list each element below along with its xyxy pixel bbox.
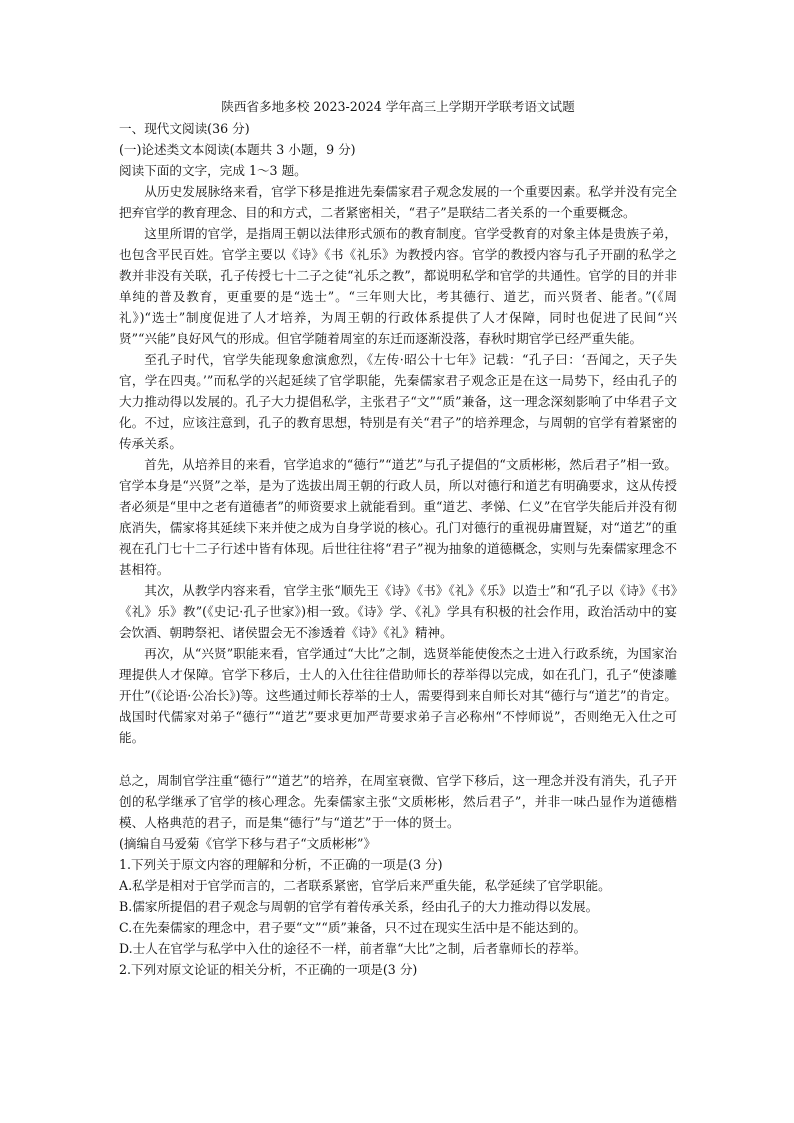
paragraph-3: 至孔子时代，官学失能现象愈演愈烈，《左传·昭公十七年》记载：“孔子曰：‘吾闻之，天子失官，学在四夷。’”而私学的兴起延续了官学职能，先秦儒家君子观念正是在这一局势下，经由孔子的大力推动得以发展的。孔子大力提倡私学，主张君子“文”“质”兼备，这一理念深刻影响了中华君子文化。不过，应该注意到，孔子的教育思想，特别是有关“君子”的培养理念，与周朝的官学有着紧密的传承关系。 bbox=[119, 352, 677, 451]
question-2: 2.下列对原文论证的相关分析，不正确的一项是(3 分) bbox=[119, 962, 418, 977]
source-citation: (摘编自马爱菊《官学下移与君子“文质彬彬”》 bbox=[119, 836, 377, 851]
section-heading: 一、现代文阅读(36 分) bbox=[119, 121, 250, 136]
paragraph-5: 其次，从教学内容来看，官学主张“顺先王《诗》《书》《礼》《乐》以造士”和“孔子以《诗》《书》《礼》乐》教”(《史记·孔子世家》)相一致。《诗》学、《礼》学具有积极的社会作用，政治活动中的宴会饮酒、朝聘祭祀、诸侯盟会无不渗透着《诗》《礼》精神。 bbox=[119, 583, 677, 640]
option-b: B.儒家所提倡的君子观念与周朝的官学有着传承关系，经由孔子的大力推动得以发展。 bbox=[119, 899, 599, 914]
subsection-heading: (一)论述类文本阅读(本题共 3 小题，9 分) bbox=[119, 142, 356, 157]
page-content bbox=[119, 96, 677, 980]
option-d: D.士人在官学与私学中入仕的途径不一样，前者靠“大比”之制，后者靠师长的荐举。 bbox=[119, 941, 587, 956]
paragraph-1: 从历史发展脉络来看，官学下移是推进先秦儒家君子观念发展的一个重要因素。私学并没有完全把弃官学的教育理念、目的和方式，二者紧密相关，“君子”是联结二者关系的一个重要概念。 bbox=[119, 184, 677, 220]
option-c: C.在先秦儒家的理念中，君子要“文”“质”兼备，只不过在现实生活中是不能达到的。 bbox=[119, 920, 587, 935]
option-a: A.私学是相对于官学而言的，二者联系紧密，官学后来严重失能，私学延续了官学职能。 bbox=[119, 878, 611, 893]
document-title: 陕西省多地多校 2023-2024 学年高三上学期开学联考语文试题 bbox=[221, 99, 575, 114]
paragraph-4: 首先，从培养目的来看，官学追求的“德行”“道艺”与孔子提倡的“文质彬彬，然后君子”相一致。官学本身是“兴贤”之举，是为了选拔出周王朝的行政人员，所以对德行和道艺有明确要求，这从传授者必须是“里中之老有道德者”的师资要求上就能看到。重“道艺、孝悌、仁义”在官学失能后并没有彻底消失，儒家将其延续下来并使之成为自身学说的核心。孔门对德行的重视毋庸置疑，对“道艺”的重视在孔门七十二子行述中皆有体现。后世往往将“君子”视为抽象的道德概念，实则与先秦儒家理念不甚相符。 bbox=[119, 457, 677, 577]
question-1: 1.下列关于原文内容的理解和分析，不正确的一项是(3 分) bbox=[119, 857, 443, 872]
reading-instruction: 阅读下面的文字，完成 1～3 题。 bbox=[119, 163, 307, 178]
paragraph-2: 这里所谓的官学，是指周王朝以法律形式颁布的教育制度。官学受教育的对象主体是贵族子弟，也包含平民百姓。官学主要以《诗》《书《礼乐》为教授内容。官学的教授内容与孔子开副的私学之教并非没有关联，孔子传授七十二子之徒“礼乐之教”，都说明私学和官学的共通性。官学的目的并非单纯的普及教育，更重要的是“选士”。“三年则大比，考其德行、道艺，而兴贤者、能者。”(《周礼》)“选士”制度促进了人才培养，为周王朝的行政体系提供了人才保障，同时也促进了民间“兴贤”“兴能”良好风气的形成。但官学随着周室的东迁而逐渐没落，春秋时期官学已经严重失能。 bbox=[119, 226, 677, 346]
conclusion-paragraph: 总之，周制官学注重“德行”“道艺”的培养，在周室衰微、官学下移后，这一理念并没有消失，孔子开创的私学继承了官学的核心理念。先秦儒家主张“文质彬彬，然后君子”，并非一味凸显作为道德楷模、人格典范的君子，而是集“德行”与“道艺”于一体的贤士。 bbox=[119, 773, 677, 830]
blank-gap bbox=[119, 748, 677, 770]
paragraph-6: 再次，从“兴贤”职能来看，官学通过“大比”之制，选贤举能使俊杰之士进入行政系统，为国家治理提供人才保障。官学下移后，士人的入仕往往借助师长的荐举得以完成，如在孔门，孔子“使漆雕开仕”(《论语·公冶长》)等。这些通过师长荐举的士人，需要得到来自师长对其“德行与“道艺”的肯定。战国时代儒家对弟子“德行”“道艺”要求更加严苛要求弟子言必称州“不悖师说”，否则绝无入仕之可能。 bbox=[119, 646, 677, 745]
